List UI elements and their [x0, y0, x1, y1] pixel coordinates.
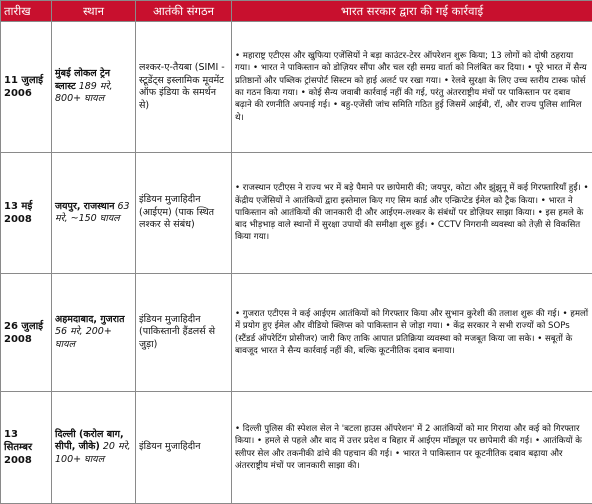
header-place: स्थान: [52, 1, 136, 22]
row-date: 26 जुलाई 2008: [1, 274, 52, 392]
row-action: • गुजरात एटीएस ने कई आईएम आतंकियों को गिरफ्तार किया और सुभान कुरेशी की तलाश शुरू की गई। • हमलों में प्रयोग हुए ईमेल और वीडियो क्लिप्स को पाकिस्तान से जोड़ा गया। • केंद्र सरकार ने सभी राज्यों को SOPs (स्टैंडर्ड ऑपरेटिंग प्रोसीजर) जारी किए ताकि आपात प्रतिक्रिया व्यवस्था को मजबूत किया जा सके। • सबूतों के बावजूद भारत ने सैन्य कार्रवाई नहीं की, बल्कि कूटनीतिक दबाव बनाया।: [232, 274, 592, 392]
row-place: [52, 22, 136, 153]
row-org: इंडियन मुजाहिदीन (आईएम) (पाक स्थित लश्कर से संबंध): [136, 153, 232, 274]
row-date: 11 जुलाई 2006: [1, 22, 52, 153]
place-casualties: 189 मरे, 800+ घायल: [55, 81, 112, 105]
place-name: मुंबई लोकल ट्रेन ब्लास्ट: [55, 68, 110, 92]
row-org: इंडियन मुजाहिदीन: [136, 392, 232, 504]
place-casualties: 63 मरे, ~150 घायल: [55, 201, 130, 225]
table-row: [1, 153, 592, 274]
place-name: अहमदाबाद, गुजरात: [55, 314, 125, 325]
row-date: 13 मई 2008: [1, 153, 52, 274]
row-action: • दिल्ली पुलिस की स्पेशल सेल ने 'बटला हाउस ऑपरेशन' में 2 आतंकियों को मार गिराया और कई को गिरफ्तार किया। • हमले से पहले और बाद में उत्तर प्रदेश व बिहार में आईएम मॉड्यूल पर छापेमारी की गई। • आतंकियों के स्लीपर सेल और तकनीकी ढांचे की पहचान की गई। • भारत ने पाकिस्तान पर कूटनीतिक दबाव बढ़ाया और अंतरराष्ट्रीय मंचों पर जानकारी साझा की।: [232, 392, 592, 504]
row-place: [52, 392, 136, 504]
row-org: लश्कर-ए-तैयबा (SIMI - स्टूडेंट्स इस्लामिक मूवमेंट ऑफ इंडिया के समर्थन से): [136, 22, 232, 153]
header-org: आतंकी संगठन: [136, 1, 232, 22]
row-org: इंडियन मुजाहिदीन (पाकिस्तानी हैंडलर्स से जुड़ा): [136, 274, 232, 392]
row-date: 13 सितम्बर 2008: [1, 392, 52, 504]
row-place: [52, 153, 136, 274]
table-row: [1, 392, 592, 504]
table-row: [1, 22, 592, 153]
header-date: तारीख: [1, 1, 52, 22]
table-header-row: [1, 1, 592, 22]
place-name: जयपुर, राजस्थान: [55, 201, 114, 212]
place-name: दिल्ली (करोल बाग, सीपी, जीके): [55, 429, 124, 453]
row-action: • राजस्थान एटीएस ने राज्य भर में बड़े पैमाने पर छापेमारी की; जयपुर, कोटा और झुंझुनू में कई गिरफ्तारियाँ हुईं। • केंद्रीय एजेंसियों ने आतंकियों द्वारा इस्तेमाल किए गए सिम कार्ड और एन्क्रिप्टेड ईमेल को ट्रैक किया। • भारत ने पाकिस्तान को आतंकियों की जानकारी दी और आईएम-लश्कर के संबंधों पर डोज़ियर साझा किया। • इस हमले के बाद भीड़भाड़ वाले स्थानों में सुरक्षा उपायों की समीक्षा शुरू हुई। • CCTV निगरानी व्यवस्था को तेज़ी से विकसित किया गया।: [232, 153, 592, 274]
place-casualties: 56 मरे, 200+ घायल: [55, 326, 112, 350]
place-casualties: 20 मरे, 100+ घायल: [55, 441, 131, 465]
table-row: [1, 274, 592, 392]
row-place: [52, 274, 136, 392]
header-action: भारत सरकार द्वारा की गई कार्रवाई: [232, 1, 592, 22]
row-action: • महाराष्ट्र एटीएस और खुफिया एजेंसियों ने बड़ा काउंटर-टेरर ऑपरेशन शुरू किया; 13 लोगों को दोषी ठहराया गया। • भारत ने पाकिस्तान को डोज़ियर सौंपा और चल रही समग्र वार्ता को निलंबित कर दिया। • पूरे भारत में सैन्य प्रतिष्ठानों और पब्लिक ट्रांसपोर्ट सिस्टम को हाई अलर्ट पर रखा गया। • रेलवे सुरक्षा के लिए उच्च स्तरीय टास्क फोर्स का गठन किया गया। • कोई सैन्य जवाबी कार्रवाई नहीं की गई, परंतु अंतरराष्ट्रीय मंचों पर पाकिस्तान पर दबाव बढ़ाने की रणनीति अपनाई गई। • बहु-एजेंसी जांच समिति गठित हुई जिसमें आईबी, रॉ, और राज्य पुलिस शामिल थे।: [232, 22, 592, 153]
